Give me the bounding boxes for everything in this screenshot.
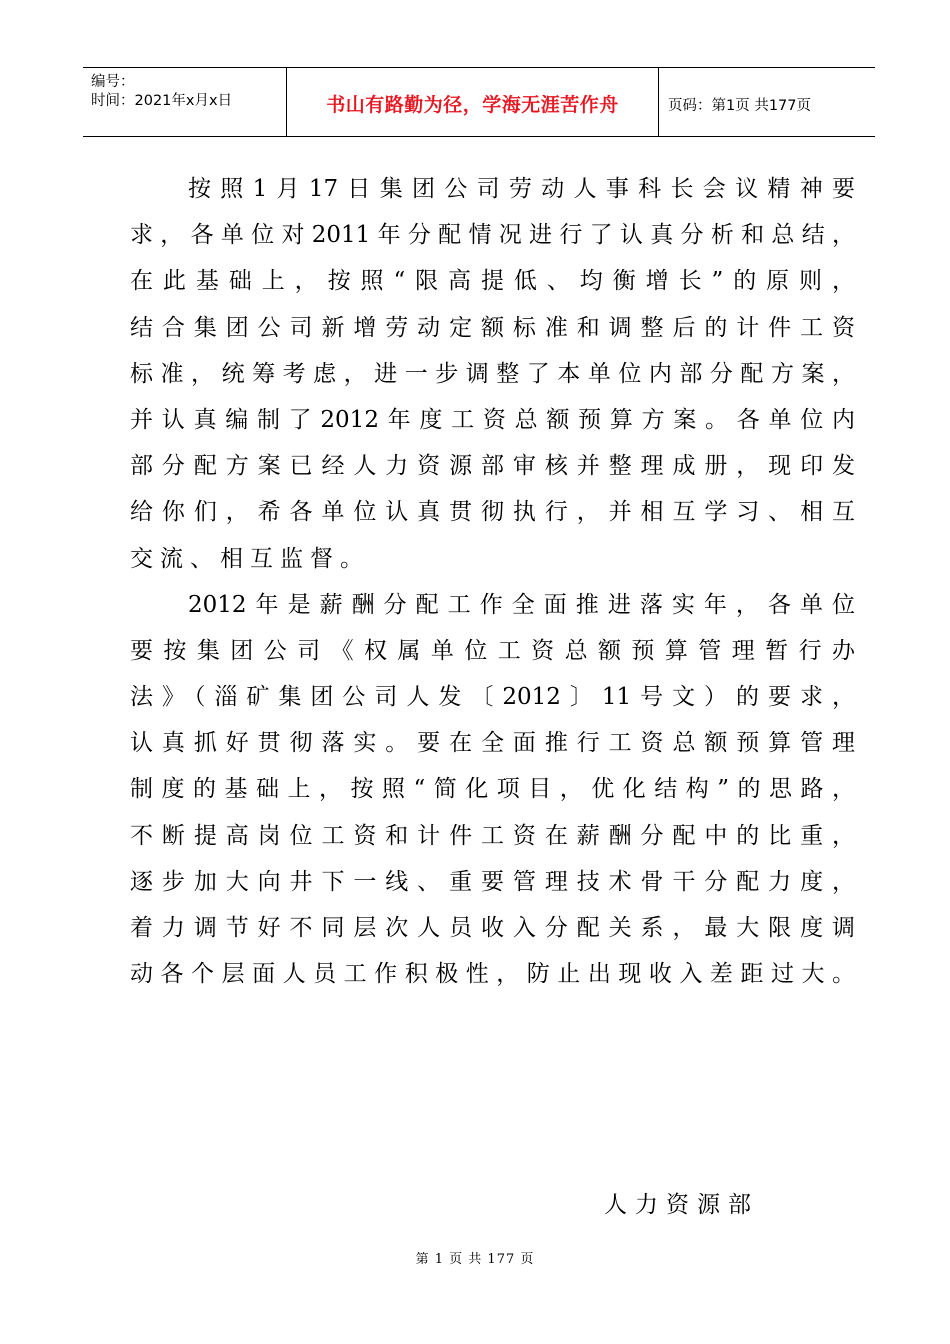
text-line: 在此基础上，按照“限高提低、均衡增长”的原则， bbox=[130, 268, 855, 295]
document-header bbox=[83, 67, 875, 137]
paragraph-1 bbox=[130, 166, 855, 582]
header-motto: 书山有路勤为径，学海无涯苦作舟 bbox=[326, 94, 619, 116]
text-line: 按照1月17日集团公司劳动人事科长会议精神要 bbox=[188, 176, 855, 202]
document-body bbox=[130, 166, 855, 997]
text-line: 法》（淄矿集团公司人发〔2012〕11号文）的要求， bbox=[130, 684, 855, 711]
header-motto-cell bbox=[287, 68, 659, 136]
text-line: 逐步加大向井下一线、重要管理技术骨干分配力度， bbox=[130, 868, 855, 895]
text-line: 标准，统筹考虑，进一步调整了本单位内部分配方案， bbox=[130, 360, 855, 387]
header-meta-cell bbox=[83, 68, 287, 136]
document-number-label: 编号： bbox=[91, 74, 135, 90]
text-line: 求，各单位对2011年分配情况进行了认真分析和总结， bbox=[130, 222, 855, 249]
text-line: 并认真编制了2012年度工资总额预算方案。各单位内 bbox=[130, 406, 855, 433]
text-line: 制度的基础上，按照“简化项目，优化结构”的思路， bbox=[130, 776, 855, 803]
document-time-label: 时间：2021年x月x日 bbox=[91, 93, 233, 109]
text-line: 结合集团公司新增劳动定额标准和调整后的计件工资 bbox=[130, 314, 855, 341]
text-line: 不断提高岗位工资和计件工资在薪酬分配中的比重， bbox=[130, 822, 855, 849]
text-line: 交流、相互监督。 bbox=[130, 545, 370, 572]
page-footer: 第 1 页 共 177 页 bbox=[415, 1252, 535, 1267]
header-page-label: 页码：第1页 共177页 bbox=[668, 97, 812, 114]
text-line: 认真抓好贯彻落实。要在全面推行工资总额预算管理 bbox=[130, 730, 855, 757]
text-line: 要按集团公司《权属单位工资总额预算管理暂行办 bbox=[130, 637, 855, 664]
text-line: 给你们，希各单位认真贯彻执行，并相互学习、相互 bbox=[130, 499, 855, 526]
text-line: 着力调节好不同层次人员收入分配关系，最大限度调 bbox=[130, 915, 855, 941]
text-line: 部分配方案已经人力资源部审核并整理成册，现印发 bbox=[130, 453, 855, 480]
text-line: 动各个层面人员工作积极性，防止出现收入差距过大。 bbox=[130, 961, 855, 988]
text-line: 2012年是薪酬分配工作全面推进落实年，各单位 bbox=[188, 591, 855, 618]
signature: 人力资源部 bbox=[604, 1192, 759, 1218]
paragraph-2 bbox=[130, 582, 855, 998]
header-page-cell bbox=[659, 68, 875, 136]
